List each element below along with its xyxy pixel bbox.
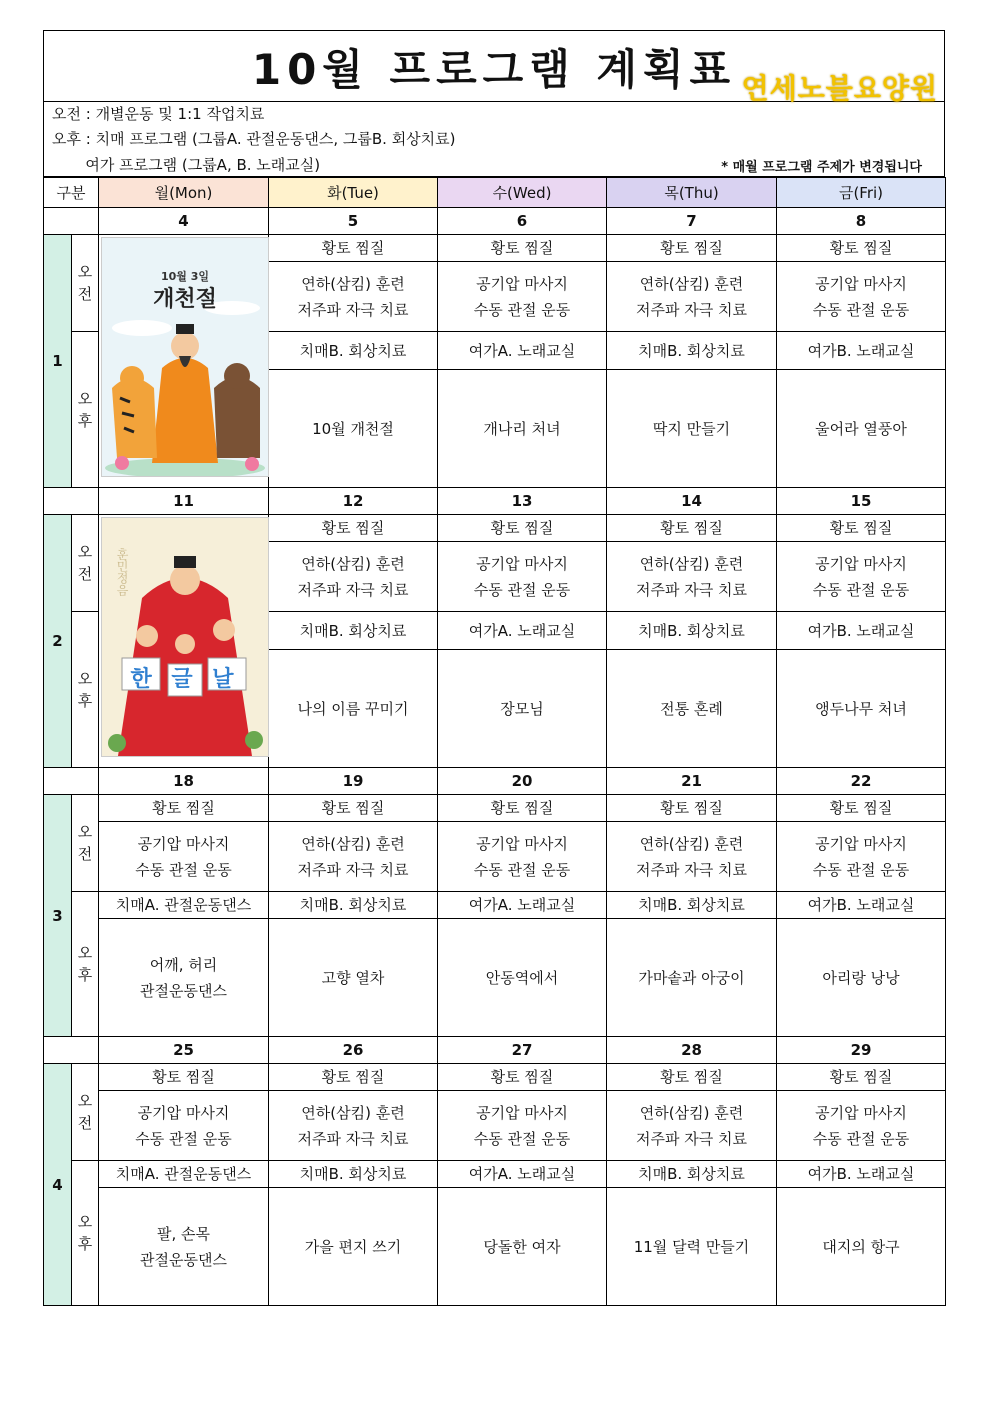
date-cell: 14 [607,488,777,515]
pm-activity-top: 치매B. 회상치료 [607,1161,777,1188]
date-cell: 27 [438,1037,607,1064]
pm-activity-top: 치매B. 회상치료 [269,892,438,919]
cell-line: 개나리 처녀 [483,419,561,438]
pm-top-row [44,1161,946,1188]
cell-line: 수동 관절 운동 [135,1129,232,1148]
cell-line: 전통 혼례 [660,699,723,718]
am-activity-top: 황토 찜질 [607,1064,777,1091]
date-cell: 25 [99,1037,269,1064]
cell-line: 연하(삼킴) 훈련 [639,1103,744,1122]
pm-label [72,1161,99,1306]
cell-line: 연하(삼킴) 훈련 [301,834,405,853]
pm-label [72,332,99,488]
am-activity-main [269,262,438,332]
pm-activity-top: 치매B. 회상치료 [269,612,438,650]
pm-activity-main [777,919,946,1037]
pm-activity-main [99,1188,269,1306]
am-activity-main [777,822,946,892]
date-spacer [44,1037,99,1064]
pm-activity-top: 여가B. 노래교실 [777,332,946,370]
cell-line: 수동 관절 운동 [473,300,571,319]
pm-label-1: 오 [77,669,93,688]
cell-line: 수동 관절 운동 [135,860,232,879]
cell-line: 공기압 마사지 [476,274,568,293]
am-activity-main [438,822,607,892]
am-activity-main [438,262,607,332]
am-label-1: 오 [77,1092,93,1110]
cell-line: 공기압 마사지 [815,834,907,853]
pm-label-1: 오 [77,389,93,408]
cell-line: 앵두나무 처녀 [815,699,907,718]
week-number: 4 [44,1064,72,1306]
cell-line: 장모님 [500,699,544,718]
pm-activity-top: 여가A. 노래교실 [438,612,607,650]
cell-line: 연하(삼킴) 훈련 [301,554,405,573]
pm-activity-main [99,919,269,1037]
am-activity-top: 황토 찜질 [777,1064,946,1091]
pm-activity-top: 여가B. 노래교실 [777,892,946,919]
cell-line: 수동 관절 운동 [812,1129,910,1148]
image2-caption: 한 글 날 [130,667,240,692]
pm-activity-main [438,919,607,1037]
cell-line: 관절운동댄스 [140,1250,227,1269]
header-label: 구분 [44,178,99,208]
date-cell: 21 [607,768,777,795]
am-label [72,515,99,612]
am-activity-top: 황토 찜질 [438,235,607,262]
am-activity-top: 황토 찜질 [269,235,438,262]
pm-label-2: 후 [77,966,93,984]
am-activity-main [269,1091,438,1161]
header-day-tue: 화(Tue) [269,178,438,208]
cell-line: 팔, 손목 [157,1224,211,1243]
am-activity-top: 황토 찜질 [269,795,438,822]
am-top-row [44,235,946,262]
pm-activity-main [777,1188,946,1306]
date-cell: 7 [607,208,777,235]
cell-line: 공기압 마사지 [815,1103,907,1122]
date-spacer [44,208,99,235]
am-label [72,1064,99,1161]
am-activity-top: 황토 찜질 [777,515,946,542]
am-activity-main [777,542,946,612]
am-activity-main [607,822,777,892]
cell-line: 아리랑 낭낭 [822,968,900,987]
pm-activity-main [777,650,946,768]
date-cell: 5 [269,208,438,235]
am-activity-main [99,822,269,892]
am-activity-main [269,542,438,612]
header-day-mon: 월(Mon) [99,178,269,208]
am-label [72,795,99,892]
pm-activity-top: 치매A. 관절운동댄스 [99,892,269,919]
am-activity-main [777,1091,946,1161]
am-activity-main [269,822,438,892]
pm-label-1: 오 [77,1213,93,1231]
week-number: 1 [44,235,72,488]
cell-line: 저주파 자극 치료 [636,580,747,599]
pm-activity-top: 치매B. 회상치료 [269,1161,438,1188]
cell-line: 울어라 열풍아 [815,419,907,438]
date-spacer [44,488,99,515]
pm-activity-main [438,650,607,768]
date-cell: 15 [777,488,946,515]
am-activity-top: 황토 찜질 [438,1064,607,1091]
date-cell: 26 [269,1037,438,1064]
am-top-row [44,1064,946,1091]
info-pm-line2: 여가 프로그램 (그룹A, B. 노래교실) [52,156,321,174]
pm-activity-top: 치매B. 회상치료 [607,332,777,370]
cell-line: 안동역에서 [485,968,559,987]
pm-activity-top: 치매B. 회상치료 [269,332,438,370]
am-activity-top: 황토 찜질 [777,795,946,822]
cell-line: 수동 관절 운동 [473,1129,571,1148]
am-activity-main [438,1091,607,1161]
pm-activity-top: 치매A. 관절운동댄스 [99,1161,269,1188]
cell-line: 수동 관절 운동 [812,580,910,599]
am-activity-top: 황토 찜질 [777,235,946,262]
pm-activity-top: 치매B. 회상치료 [607,892,777,919]
pm-activity-main [438,370,607,488]
image1-caption-small: 10월 3일 [160,270,210,283]
cell-line: 연하(삼킴) 훈련 [639,834,744,853]
date-cell: 11 [99,488,269,515]
pm-activity-main [607,919,777,1037]
illustration-cell [99,515,269,768]
cell-line: 고향 열차 [321,968,385,987]
pm-activity-top: 여가A. 노래교실 [438,892,607,919]
cell-line: 나의 이름 꾸미기 [297,699,409,718]
am-activity-main [438,542,607,612]
brand-name: 연세노블요양원 [741,72,938,105]
info-note: * 매월 프로그램 주제가 변경됩니다 [721,160,922,175]
image1-caption: 개천절 [153,287,217,312]
pm-activity-main [607,370,777,488]
pm-activity-top: 여가A. 노래교실 [438,332,607,370]
am-label-2: 전 [77,1114,93,1132]
date-cell: 20 [438,768,607,795]
cell-line: 수동 관절 운동 [812,300,910,319]
date-cell: 4 [99,208,269,235]
cell-line: 공기압 마사지 [137,1103,230,1122]
pm-activity-main [607,650,777,768]
pm-activity-main [269,1188,438,1306]
date-spacer [44,768,99,795]
cell-line: 저주파 자극 치료 [636,300,747,319]
cell-line: 당돌한 여자 [483,1237,561,1256]
cell-line: 대지의 항구 [822,1237,900,1256]
cell-line: 연하(삼킴) 훈련 [639,274,744,293]
am-activity-top: 황토 찜질 [438,795,607,822]
pm-label [72,612,99,768]
date-cell: 19 [269,768,438,795]
cell-line: 저주파 자극 치료 [636,860,747,879]
am-label [72,235,99,332]
cell-line: 저주파 자극 치료 [297,1129,409,1148]
info-am-line: 오전 : 개별운동 및 1:1 작업치료 [52,105,265,123]
am-main-row [44,822,946,892]
date-cell: 22 [777,768,946,795]
date-row [44,768,946,795]
date-cell: 12 [269,488,438,515]
cell-line: 저주파 자극 치료 [297,580,409,599]
date-row [44,208,946,235]
am-activity-top: 황토 찜질 [607,235,777,262]
am-activity-main [777,262,946,332]
pm-activity-top: 치매B. 회상치료 [607,612,777,650]
am-activity-main [607,262,777,332]
am-label-1: 오 [77,263,93,281]
pm-activity-main [777,370,946,488]
header-day-wed: 수(Wed) [438,178,607,208]
am-activity-main [607,1091,777,1161]
cell-line: 저주파 자극 치료 [297,860,409,879]
pm-main-row [44,919,946,1037]
cell-line: 공기압 마사지 [137,834,230,853]
cell-line: 가을 편지 쓰기 [304,1237,402,1256]
date-cell: 6 [438,208,607,235]
cell-line: 연하(삼킴) 훈련 [301,1103,405,1122]
cell-line: 연하(삼킴) 훈련 [639,554,744,573]
am-activity-top: 황토 찜질 [99,795,269,822]
cell-line: 수동 관절 운동 [473,580,571,599]
am-label-2: 전 [77,565,93,583]
schedule-table [43,177,946,1306]
pm-label-2: 후 [77,1235,93,1253]
am-top-row [44,515,946,542]
date-cell: 18 [99,768,269,795]
week-number: 2 [44,515,72,768]
header-day-fri: 금(Fri) [777,178,946,208]
am-activity-top: 황토 찜질 [269,515,438,542]
cell-line: 가마솥과 아궁이 [638,968,745,987]
am-activity-top: 황토 찜질 [99,1064,269,1091]
header-row [44,178,946,208]
cell-line: 저주파 자극 치료 [636,1129,747,1148]
date-cell: 13 [438,488,607,515]
am-activity-top: 황토 찜질 [438,515,607,542]
pm-activity-top: 여가B. 노래교실 [777,612,946,650]
pm-activity-main [607,1188,777,1306]
pm-activity-top: 여가B. 노래교실 [777,1161,946,1188]
cell-line: 어깨, 허리 [149,955,218,974]
pm-activity-main [269,919,438,1037]
date-row [44,1037,946,1064]
am-activity-top: 황토 찜질 [607,515,777,542]
date-cell: 29 [777,1037,946,1064]
cell-line: 공기압 마사지 [815,554,907,573]
pm-activity-top: 여가A. 노래교실 [438,1161,607,1188]
cell-line: 연하(삼킴) 훈련 [301,274,405,293]
schedule-sheet [43,30,945,1306]
am-label-2: 전 [77,845,93,863]
am-activity-top: 황토 찜질 [607,795,777,822]
am-main-row [44,1091,946,1161]
pm-top-row [44,892,946,919]
am-label-2: 전 [77,285,93,303]
pm-main-row [44,1188,946,1306]
image2-vertical-text: 훈민정음 [115,548,130,596]
pm-activity-main [269,650,438,768]
date-row [44,488,946,515]
am-label-1: 오 [77,823,93,841]
page-title: 10월 프로그램 계획표 [251,45,737,94]
pm-label-2: 후 [77,411,93,430]
am-activity-main [99,1091,269,1161]
cell-line: 수동 관절 운동 [473,860,571,879]
am-top-row [44,795,946,822]
hangeulnal-illustration [101,517,269,757]
pm-label [72,892,99,1037]
header-day-thu: 목(Thu) [607,178,777,208]
info-box [43,102,945,177]
illustration-cell [99,235,269,488]
am-activity-main [607,542,777,612]
cell-line: 공기압 마사지 [476,1103,568,1122]
cell-line: 11월 달력 만들기 [633,1237,750,1256]
gaecheonjeol-illustration [101,237,269,477]
info-pm-line1: 오후 : 치매 프로그램 (그룹A. 관절운동댄스, 그룹B. 회상치료) [52,130,456,148]
cell-line: 수동 관절 운동 [812,860,910,879]
pm-activity-main [438,1188,607,1306]
week-number: 3 [44,795,72,1037]
cell-line: 저주파 자극 치료 [297,300,409,319]
cell-line: 공기압 마사지 [815,274,907,293]
am-label-1: 오 [77,543,93,561]
pm-label-1: 오 [77,944,93,962]
pm-activity-main [269,370,438,488]
date-cell: 28 [607,1037,777,1064]
cell-line: 10월 개천절 [312,419,394,438]
cell-line: 관절운동댄스 [140,981,227,1000]
date-cell: 8 [777,208,946,235]
title-bar [43,30,945,105]
pm-label-2: 후 [77,691,93,710]
cell-line: 딱지 만들기 [652,419,731,438]
cell-line: 공기압 마사지 [476,834,568,853]
am-activity-top: 황토 찜질 [269,1064,438,1091]
cell-line: 공기압 마사지 [476,554,568,573]
